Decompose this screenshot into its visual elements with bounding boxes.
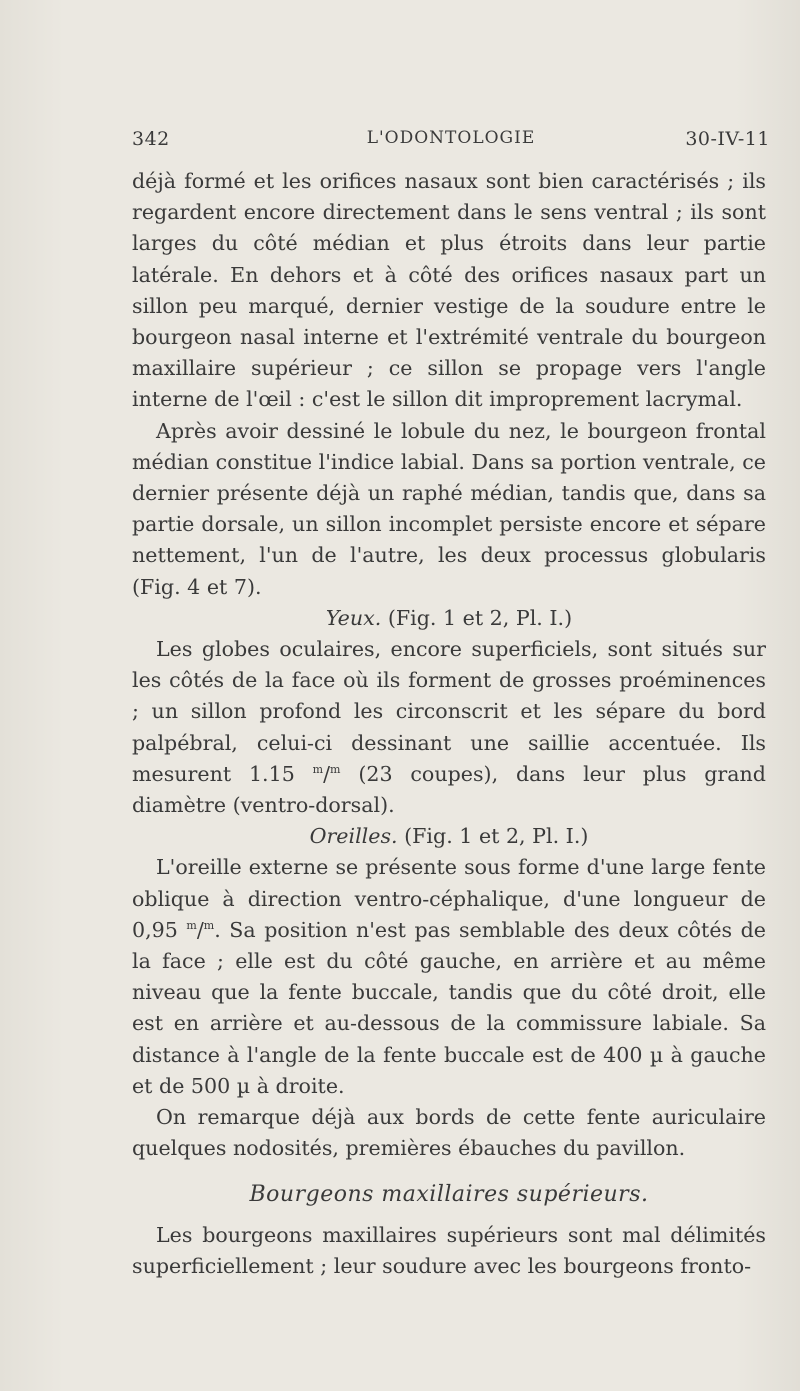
paragraph-yeux — [132, 634, 766, 821]
paragraph-oreilles-text-a: L'oreille externe se présente sous forme d'une large fente oblique à direction ventro-céphalique, d'une longueur de 0,95 — [132, 855, 766, 942]
heading-yeux — [132, 603, 766, 634]
paragraph-oreilles — [132, 852, 766, 1102]
issue-date: 30-IV-11 — [685, 128, 770, 150]
paragraph-nodosites: On remarque déjà aux bords de cette fente auriculaire quelques nodosités, premières ébauches du pavillon. — [132, 1105, 766, 1161]
unit-sup: m — [186, 919, 197, 933]
unit-sup: m — [203, 919, 215, 933]
heading-oreilles-title: Oreilles. — [309, 824, 398, 849]
unit-slash: / — [196, 917, 204, 942]
paragraph-bourgeons: Les bourgeons maxillaires supérieurs sont mal délimités superficiellement ; leur soudure avec les bourgeons fronto- — [132, 1222, 766, 1278]
running-header — [132, 128, 770, 164]
heading-yeux-title: Yeux. — [325, 605, 382, 630]
page-body — [132, 166, 766, 1282]
unit-slash: / — [323, 761, 331, 786]
heading-oreilles-ref: (Fig. 1 et 2, Pl. I.) — [397, 824, 589, 849]
unit-sup: m — [312, 763, 324, 776]
heading-yeux-ref: (Fig. 1 et 2, Pl. I.) — [381, 605, 573, 630]
paragraph-yeux-text-b: (23 coupes), dans leur plus grand diamètre (ventro-dorsal). — [132, 761, 766, 818]
paragraph-oreilles-text-b: . Sa position n'est pas semblable des deux côtés de la face ; elle est du côté gauche, en arrière et au même niveau que la fente buccale, tandis que du côté droit, elle est en arrière et au-dessous de la commissure labiale. Sa distance à l'angle de la fente buccale est de 400 µ à gauche et de 500 µ à droite. — [132, 917, 766, 1098]
heading-bourgeons — [132, 1179, 766, 1210]
paragraph-yeux-text-a: Les globes oculaires, encore superficiels, sont situés sur les côtés de la face où ils forment de grosses proéminences ; un sillon profond les circonscrit et les sépare du bord palpébral, celui-ci dessinant une saillie accentuée. Ils mesurent 1.15 — [132, 637, 766, 786]
journal-title: L'ODONTOLOGIE — [366, 128, 536, 148]
paragraph-nasal: déjà formé et les orifices nasaux sont bien caractérisés ; ils regardent encore directement dans le sens ventral ; ils sont larges du côté médian et plus étroits dans leur partie latérale. En dehors et à côté des orifices nasaux part un sillon peu marqué, dernier vestige de la soudure entre le bourgeon nasal interne et l'extrémité ventrale du bourgeon maxillaire supérieur ; ce sillon se propage vers l'angle interne de l'œil : c'est le sillon dit improprement lacrymal. — [132, 169, 766, 412]
paragraph-frontal: Après avoir dessiné le lobule du nez, le bourgeon frontal médian constitue l'indice labial. Dans sa portion ventrale, ce dernier présente déjà un raphé médian, tandis que, dans sa partie dorsale, un sillon incomplet persiste encore et sépare nettement, l'un de l'autre, les deux processus globularis (Fig. 4 et 7). — [132, 418, 766, 599]
heading-bourgeons-title: Bourgeons maxillaires supérieurs. — [249, 1181, 649, 1207]
page-number: 342 — [132, 128, 170, 150]
heading-oreilles — [132, 821, 766, 852]
unit-sup: m — [330, 763, 341, 776]
